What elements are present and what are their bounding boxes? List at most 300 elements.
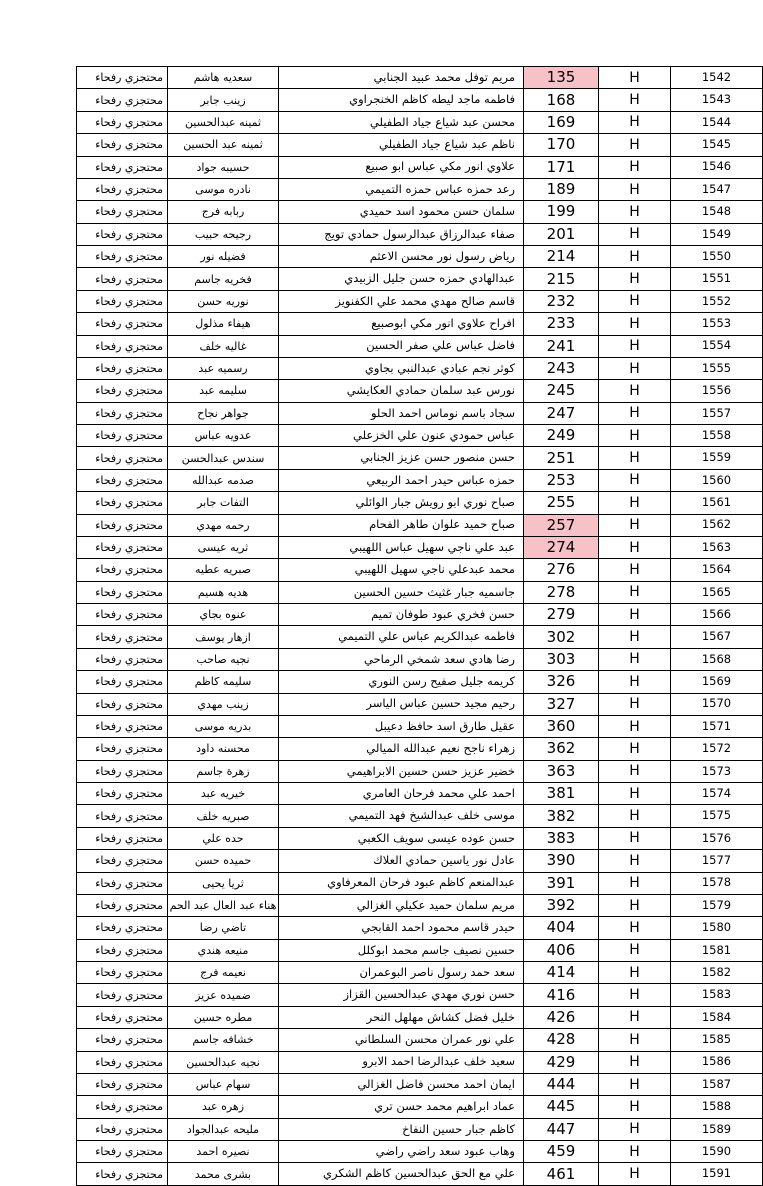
code-cell: H xyxy=(599,514,671,536)
code-cell: H xyxy=(599,648,671,670)
table-row xyxy=(77,738,763,760)
code-cell: H xyxy=(599,67,671,89)
sequence-number-cell: 1554 xyxy=(671,335,763,357)
code-cell: H xyxy=(599,783,671,805)
code-cell: H xyxy=(599,693,671,715)
full-name-cell: فاطمه ماجد ليطه كاظم الخنجراوي xyxy=(279,89,524,111)
record-number-cell: 215 xyxy=(524,268,599,290)
sequence-number-cell: 1575 xyxy=(671,805,763,827)
record-number-cell: 392 xyxy=(524,894,599,916)
category-cell: محتجزي رفحاء xyxy=(77,1096,168,1118)
category-cell: محتجزي رفحاء xyxy=(77,357,168,379)
code-cell: H xyxy=(599,962,671,984)
category-cell: محتجزي رفحاء xyxy=(77,783,168,805)
category-cell: محتجزي رفحاء xyxy=(77,1073,168,1095)
category-cell: محتجزي رفحاء xyxy=(77,850,168,872)
sequence-number-cell: 1590 xyxy=(671,1141,763,1163)
sequence-number-cell: 1583 xyxy=(671,984,763,1006)
full-name-cell: صفاء عبدالرزاق عبدالرسول حمادي تويج xyxy=(279,223,524,245)
sequence-number-cell: 1564 xyxy=(671,559,763,581)
record-number-cell: 232 xyxy=(524,290,599,312)
record-number-cell: 444 xyxy=(524,1073,599,1095)
record-number-cell: 382 xyxy=(524,805,599,827)
category-cell: محتجزي رفحاء xyxy=(77,872,168,894)
sequence-number-cell: 1543 xyxy=(671,89,763,111)
full-name-cell: رضا هادي سعد شمخي الرماحي xyxy=(279,648,524,670)
mother-name-cell: التفات جابر xyxy=(168,492,279,514)
code-cell: H xyxy=(599,738,671,760)
category-cell: محتجزي رفحاء xyxy=(77,760,168,782)
mother-name-cell: نجيه صاحب xyxy=(168,648,279,670)
category-cell: محتجزي رفحاء xyxy=(77,246,168,268)
full-name-cell: كاظم جبار حسين النفاخ xyxy=(279,1118,524,1140)
sequence-number-cell: 1544 xyxy=(671,111,763,133)
record-number-cell: 279 xyxy=(524,604,599,626)
mother-name-cell: نوريه حسن xyxy=(168,290,279,312)
code-cell: H xyxy=(599,850,671,872)
code-cell: H xyxy=(599,984,671,1006)
record-number-cell: 363 xyxy=(524,760,599,782)
full-name-cell: احمد علي محمد فرحان العامري xyxy=(279,783,524,805)
code-cell: H xyxy=(599,1073,671,1095)
code-cell: H xyxy=(599,581,671,603)
category-cell: محتجزي رفحاء xyxy=(77,1051,168,1073)
sequence-number-cell: 1574 xyxy=(671,783,763,805)
record-number-cell: 360 xyxy=(524,715,599,737)
mother-name-cell: نادره موسى xyxy=(168,178,279,200)
sequence-number-cell: 1582 xyxy=(671,962,763,984)
sequence-number-cell: 1584 xyxy=(671,1006,763,1028)
mother-name-cell: ثريا يحيى xyxy=(168,872,279,894)
sequence-number-cell: 1561 xyxy=(671,492,763,514)
mother-name-cell: ربابه فرج xyxy=(168,201,279,223)
table-row xyxy=(77,335,763,357)
category-cell: محتجزي رفحاء xyxy=(77,156,168,178)
full-name-cell: كوثر نجم عبادي عبدالنبي بجاوي xyxy=(279,357,524,379)
category-cell: محتجزي رفحاء xyxy=(77,805,168,827)
mother-name-cell: سعديه هاشم xyxy=(168,67,279,89)
mother-name-cell: سندس عبدالحسن xyxy=(168,447,279,469)
sequence-number-cell: 1572 xyxy=(671,738,763,760)
record-number-cell: 189 xyxy=(524,178,599,200)
category-cell: محتجزي رفحاء xyxy=(77,469,168,491)
record-number-cell: 249 xyxy=(524,425,599,447)
full-name-cell: خضير عزيز حسن حسين الابراهيمي xyxy=(279,760,524,782)
sequence-number-cell: 1545 xyxy=(671,134,763,156)
mother-name-cell: صبريه خلف xyxy=(168,805,279,827)
table-row xyxy=(77,514,763,536)
table-row xyxy=(77,894,763,916)
code-cell: H xyxy=(599,201,671,223)
sequence-number-cell: 1546 xyxy=(671,156,763,178)
category-cell: محتجزي رفحاء xyxy=(77,671,168,693)
code-cell: H xyxy=(599,872,671,894)
full-name-cell: مريم توفل محمد عبيد الجنابي xyxy=(279,67,524,89)
code-cell: H xyxy=(599,760,671,782)
full-name-cell: جاسميه جبار غثيث حسين الحسين xyxy=(279,581,524,603)
sequence-number-cell: 1565 xyxy=(671,581,763,603)
full-name-cell: محسن عبد شياع جياد الطفيلي xyxy=(279,111,524,133)
code-cell: H xyxy=(599,626,671,648)
full-name-cell: عبد علي ناجي سهيل عباس اللهيبي xyxy=(279,536,524,558)
sequence-number-cell: 1548 xyxy=(671,201,763,223)
sequence-number-cell: 1570 xyxy=(671,693,763,715)
sequence-number-cell: 1551 xyxy=(671,268,763,290)
record-number-cell: 247 xyxy=(524,402,599,424)
record-number-cell: 404 xyxy=(524,917,599,939)
full-name-cell: افراح علاوي انور مكي ابوصبيع xyxy=(279,313,524,335)
full-name-cell: عادل نور ياسين حمادي العلاك xyxy=(279,850,524,872)
mother-name-cell: زهرة جاسم xyxy=(168,760,279,782)
mother-name-cell: زينب جابر xyxy=(168,89,279,111)
records-table xyxy=(76,66,763,1186)
record-number-cell: 168 xyxy=(524,89,599,111)
table-row xyxy=(77,872,763,894)
table-row xyxy=(77,313,763,335)
full-name-cell: محمد عبدعلي ناجي سهيل اللهيبي xyxy=(279,559,524,581)
record-number-cell: 426 xyxy=(524,1006,599,1028)
full-name-cell: حسين نصيف جاسم محمد ابوكلل xyxy=(279,939,524,961)
record-number-cell: 391 xyxy=(524,872,599,894)
table-row xyxy=(77,760,763,782)
table-row xyxy=(77,380,763,402)
category-cell: محتجزي رفحاء xyxy=(77,648,168,670)
mother-name-cell: ازهار يوسف xyxy=(168,626,279,648)
mother-name-cell: سهام عباس xyxy=(168,1073,279,1095)
code-cell: H xyxy=(599,425,671,447)
full-name-cell: خليل فضل كشاش مهلهل النحر xyxy=(279,1006,524,1028)
sequence-number-cell: 1571 xyxy=(671,715,763,737)
category-cell: محتجزي رفحاء xyxy=(77,89,168,111)
category-cell: محتجزي رفحاء xyxy=(77,894,168,916)
record-number-cell: 251 xyxy=(524,447,599,469)
full-name-cell: حسن فخري عبود طوفان تميم xyxy=(279,604,524,626)
code-cell: H xyxy=(599,156,671,178)
sequence-number-cell: 1563 xyxy=(671,536,763,558)
sequence-number-cell: 1576 xyxy=(671,827,763,849)
mother-name-cell: هناء عبد العال عبد الحم xyxy=(168,894,279,916)
record-number-cell: 135 xyxy=(524,67,599,89)
full-name-cell: نورس عبد سلمان حمادي العكايشي xyxy=(279,380,524,402)
full-name-cell: حمزه عباس حيدر احمد الربيعي xyxy=(279,469,524,491)
sequence-number-cell: 1588 xyxy=(671,1096,763,1118)
record-number-cell: 241 xyxy=(524,335,599,357)
mother-name-cell: صدمه عبدالله xyxy=(168,469,279,491)
category-cell: محتجزي رفحاء xyxy=(77,201,168,223)
table-row xyxy=(77,492,763,514)
full-name-cell: حسن نوري مهدي عبدالحسين القزاز xyxy=(279,984,524,1006)
sequence-number-cell: 1577 xyxy=(671,850,763,872)
mother-name-cell: ثمينه عبدالحسين xyxy=(168,111,279,133)
table-row xyxy=(77,447,763,469)
mother-name-cell: ضميده عزيز xyxy=(168,984,279,1006)
code-cell: H xyxy=(599,290,671,312)
record-number-cell: 302 xyxy=(524,626,599,648)
table-row xyxy=(77,1051,763,1073)
sequence-number-cell: 1556 xyxy=(671,380,763,402)
code-cell: H xyxy=(599,178,671,200)
full-name-cell: حيدر قاسم محمود احمد القابجي xyxy=(279,917,524,939)
full-name-cell: عقيل طارق اسد حافظ دعيبل xyxy=(279,715,524,737)
sequence-number-cell: 1558 xyxy=(671,425,763,447)
table-row xyxy=(77,1163,763,1185)
mother-name-cell: صبريه عطيه xyxy=(168,559,279,581)
code-cell: H xyxy=(599,335,671,357)
table-row xyxy=(77,134,763,156)
table-row xyxy=(77,827,763,849)
record-number-cell: 257 xyxy=(524,514,599,536)
mother-name-cell: خشافه جاسم xyxy=(168,1029,279,1051)
table-row xyxy=(77,559,763,581)
mother-name-cell: عدويه عباس xyxy=(168,425,279,447)
category-cell: محتجزي رفحاء xyxy=(77,984,168,1006)
category-cell: محتجزي رفحاء xyxy=(77,1141,168,1163)
code-cell: H xyxy=(599,89,671,111)
table-row xyxy=(77,89,763,111)
category-cell: محتجزي رفحاء xyxy=(77,559,168,581)
table-row xyxy=(77,290,763,312)
record-number-cell: 461 xyxy=(524,1163,599,1185)
full-name-cell: سلمان حسن محمود اسد حميدي xyxy=(279,201,524,223)
mother-name-cell: محسنه داود xyxy=(168,738,279,760)
table-row xyxy=(77,1118,763,1140)
code-cell: H xyxy=(599,357,671,379)
mother-name-cell: نعيمه فرج xyxy=(168,962,279,984)
full-name-cell: علي نور عمران محسن السلطاني xyxy=(279,1029,524,1051)
full-name-cell: عباس حمودي عنون علي الخزعلي xyxy=(279,425,524,447)
code-cell: H xyxy=(599,1163,671,1185)
record-number-cell: 383 xyxy=(524,827,599,849)
table-row xyxy=(77,939,763,961)
code-cell: H xyxy=(599,223,671,245)
table-row xyxy=(77,268,763,290)
category-cell: محتجزي رفحاء xyxy=(77,402,168,424)
sequence-number-cell: 1569 xyxy=(671,671,763,693)
sequence-number-cell: 1542 xyxy=(671,67,763,89)
category-cell: محتجزي رفحاء xyxy=(77,514,168,536)
table-row xyxy=(77,850,763,872)
table-row xyxy=(77,1006,763,1028)
category-cell: محتجزي رفحاء xyxy=(77,425,168,447)
sequence-number-cell: 1573 xyxy=(671,760,763,782)
category-cell: محتجزي رفحاء xyxy=(77,715,168,737)
table-row xyxy=(77,1029,763,1051)
table-row xyxy=(77,984,763,1006)
category-cell: محتجزي رفحاء xyxy=(77,134,168,156)
table-row xyxy=(77,917,763,939)
category-cell: محتجزي رفحاء xyxy=(77,1118,168,1140)
table-row xyxy=(77,111,763,133)
category-cell: محتجزي رفحاء xyxy=(77,335,168,357)
table-row xyxy=(77,581,763,603)
sequence-number-cell: 1550 xyxy=(671,246,763,268)
full-name-cell: رعد حمزه عباس حمزه التميمي xyxy=(279,178,524,200)
code-cell: H xyxy=(599,268,671,290)
mother-name-cell: رجيحه حبيب xyxy=(168,223,279,245)
category-cell: محتجزي رفحاء xyxy=(77,917,168,939)
category-cell: محتجزي رفحاء xyxy=(77,290,168,312)
full-name-cell: ناظم عبد شياع جياد الطفيلي xyxy=(279,134,524,156)
mother-name-cell: سليمه عبد xyxy=(168,380,279,402)
full-name-cell: ايمان احمد محسن فاضل الغزالي xyxy=(279,1073,524,1095)
record-number-cell: 303 xyxy=(524,648,599,670)
sequence-number-cell: 1562 xyxy=(671,514,763,536)
code-cell: H xyxy=(599,246,671,268)
code-cell: H xyxy=(599,492,671,514)
record-number-cell: 381 xyxy=(524,783,599,805)
full-name-cell: مريم سلمان حميد عكيلي الغزالي xyxy=(279,894,524,916)
code-cell: H xyxy=(599,111,671,133)
mother-name-cell: هيفاء مذلول xyxy=(168,313,279,335)
category-cell: محتجزي رفحاء xyxy=(77,492,168,514)
sequence-number-cell: 1581 xyxy=(671,939,763,961)
mother-name-cell: بشرى محمد xyxy=(168,1163,279,1185)
code-cell: H xyxy=(599,402,671,424)
category-cell: محتجزي رفحاء xyxy=(77,380,168,402)
record-number-cell: 416 xyxy=(524,984,599,1006)
sequence-number-cell: 1560 xyxy=(671,469,763,491)
record-number-cell: 326 xyxy=(524,671,599,693)
mother-name-cell: خيريه عبد xyxy=(168,783,279,805)
record-number-cell: 390 xyxy=(524,850,599,872)
mother-name-cell: منيعه هندي xyxy=(168,939,279,961)
table-row xyxy=(77,715,763,737)
record-number-cell: 278 xyxy=(524,581,599,603)
table-row xyxy=(77,536,763,558)
code-cell: H xyxy=(599,559,671,581)
category-cell: محتجزي رفحاء xyxy=(77,693,168,715)
category-cell: محتجزي رفحاء xyxy=(77,626,168,648)
sequence-number-cell: 1566 xyxy=(671,604,763,626)
record-number-cell: 429 xyxy=(524,1051,599,1073)
full-name-cell: سعيد خلف عبدالرضا احمد الابرو xyxy=(279,1051,524,1073)
full-name-cell: صباح حميد علوان طاهر الفحام xyxy=(279,514,524,536)
mother-name-cell: بدريه موسى xyxy=(168,715,279,737)
mother-name-cell: فخريه جاسم xyxy=(168,268,279,290)
mother-name-cell: ثمينه عبد الحسين xyxy=(168,134,279,156)
code-cell: H xyxy=(599,1051,671,1073)
full-name-cell: رحيم مجيد حسين عباس الياسر xyxy=(279,693,524,715)
full-name-cell: سعد حمد رسول ناصر البوعمران xyxy=(279,962,524,984)
code-cell: H xyxy=(599,469,671,491)
full-name-cell: حسن عوده عيسى سويف الكعبي xyxy=(279,827,524,849)
mother-name-cell: تاضي رضا xyxy=(168,917,279,939)
record-number-cell: 170 xyxy=(524,134,599,156)
table-row xyxy=(77,604,763,626)
category-cell: محتجزي رفحاء xyxy=(77,178,168,200)
mother-name-cell: رسميه عبد xyxy=(168,357,279,379)
table-row xyxy=(77,425,763,447)
table-row xyxy=(77,805,763,827)
full-name-cell: فاطمه عبدالكريم عباس علي التميمي xyxy=(279,626,524,648)
mother-name-cell: نجيه عبدالحسين xyxy=(168,1051,279,1073)
mother-name-cell: غاليه خلف xyxy=(168,335,279,357)
table-row xyxy=(77,223,763,245)
table-row xyxy=(77,648,763,670)
mother-name-cell: زينب مهدي xyxy=(168,693,279,715)
record-number-cell: 255 xyxy=(524,492,599,514)
mother-name-cell: حسيبه جواد xyxy=(168,156,279,178)
category-cell: محتجزي رفحاء xyxy=(77,447,168,469)
category-cell: محتجزي رفحاء xyxy=(77,604,168,626)
mother-name-cell: زهره عبد xyxy=(168,1096,279,1118)
full-name-cell: زهراء ناجح نعيم عبدالله الميالي xyxy=(279,738,524,760)
table-row xyxy=(77,156,763,178)
table-row xyxy=(77,246,763,268)
record-number-cell: 233 xyxy=(524,313,599,335)
full-name-cell: عبدالهادي حمزه حسن جليل الزبيدي xyxy=(279,268,524,290)
mother-name-cell: ثريه عيسى xyxy=(168,536,279,558)
full-name-cell: رياض رسول نور محسن الاعثم xyxy=(279,246,524,268)
sequence-number-cell: 1547 xyxy=(671,178,763,200)
category-cell: محتجزي رفحاء xyxy=(77,1029,168,1051)
category-cell: محتجزي رفحاء xyxy=(77,962,168,984)
mother-name-cell: مليحه عبدالجواد xyxy=(168,1118,279,1140)
table-row xyxy=(77,626,763,648)
full-name-cell: علاوي انور مكي عباس ابو صبيع xyxy=(279,156,524,178)
category-cell: محتجزي رفحاء xyxy=(77,827,168,849)
record-number-cell: 362 xyxy=(524,738,599,760)
table-row xyxy=(77,671,763,693)
code-cell: H xyxy=(599,1096,671,1118)
records-table-body xyxy=(77,67,763,1186)
table-row xyxy=(77,67,763,89)
record-number-cell: 199 xyxy=(524,201,599,223)
mother-name-cell: جواهر نجاح xyxy=(168,402,279,424)
code-cell: H xyxy=(599,939,671,961)
full-name-cell: موسى خلف عبدالشيخ فهد التميمي xyxy=(279,805,524,827)
mother-name-cell: سليمه كاظم xyxy=(168,671,279,693)
sequence-number-cell: 1585 xyxy=(671,1029,763,1051)
category-cell: محتجزي رفحاء xyxy=(77,536,168,558)
record-number-cell: 169 xyxy=(524,111,599,133)
code-cell: H xyxy=(599,604,671,626)
sequence-number-cell: 1567 xyxy=(671,626,763,648)
table-row xyxy=(77,1073,763,1095)
full-name-cell: قاسم صالح مهدي محمد علي الكفنويز xyxy=(279,290,524,312)
table-row xyxy=(77,962,763,984)
sequence-number-cell: 1578 xyxy=(671,872,763,894)
sequence-number-cell: 1552 xyxy=(671,290,763,312)
sequence-number-cell: 1587 xyxy=(671,1073,763,1095)
code-cell: H xyxy=(599,894,671,916)
full-name-cell: عماد ابراهيم محمد حسن تري xyxy=(279,1096,524,1118)
mother-name-cell: فضيله نور xyxy=(168,246,279,268)
record-number-cell: 245 xyxy=(524,380,599,402)
category-cell: محتجزي رفحاء xyxy=(77,738,168,760)
sequence-number-cell: 1555 xyxy=(671,357,763,379)
table-row xyxy=(77,1096,763,1118)
full-name-cell: وهاب عبود سعد راضي راضي xyxy=(279,1141,524,1163)
full-name-cell: حسن منصور حسن عزيز الجنابي xyxy=(279,447,524,469)
code-cell: H xyxy=(599,1141,671,1163)
record-number-cell: 428 xyxy=(524,1029,599,1051)
sequence-number-cell: 1553 xyxy=(671,313,763,335)
sequence-number-cell: 1557 xyxy=(671,402,763,424)
full-name-cell: علي مع الحق عبدالحسين كاظم الشكري xyxy=(279,1163,524,1185)
sequence-number-cell: 1586 xyxy=(671,1051,763,1073)
table-row xyxy=(77,693,763,715)
record-number-cell: 445 xyxy=(524,1096,599,1118)
code-cell: H xyxy=(599,1029,671,1051)
code-cell: H xyxy=(599,447,671,469)
record-number-cell: 447 xyxy=(524,1118,599,1140)
record-number-cell: 406 xyxy=(524,939,599,961)
mother-name-cell: عنوه بجاي xyxy=(168,604,279,626)
record-number-cell: 253 xyxy=(524,469,599,491)
mother-name-cell: مطره حسين xyxy=(168,1006,279,1028)
full-name-cell: عبدالمنعم كاظم عبود فرحان المعرفاوي xyxy=(279,872,524,894)
